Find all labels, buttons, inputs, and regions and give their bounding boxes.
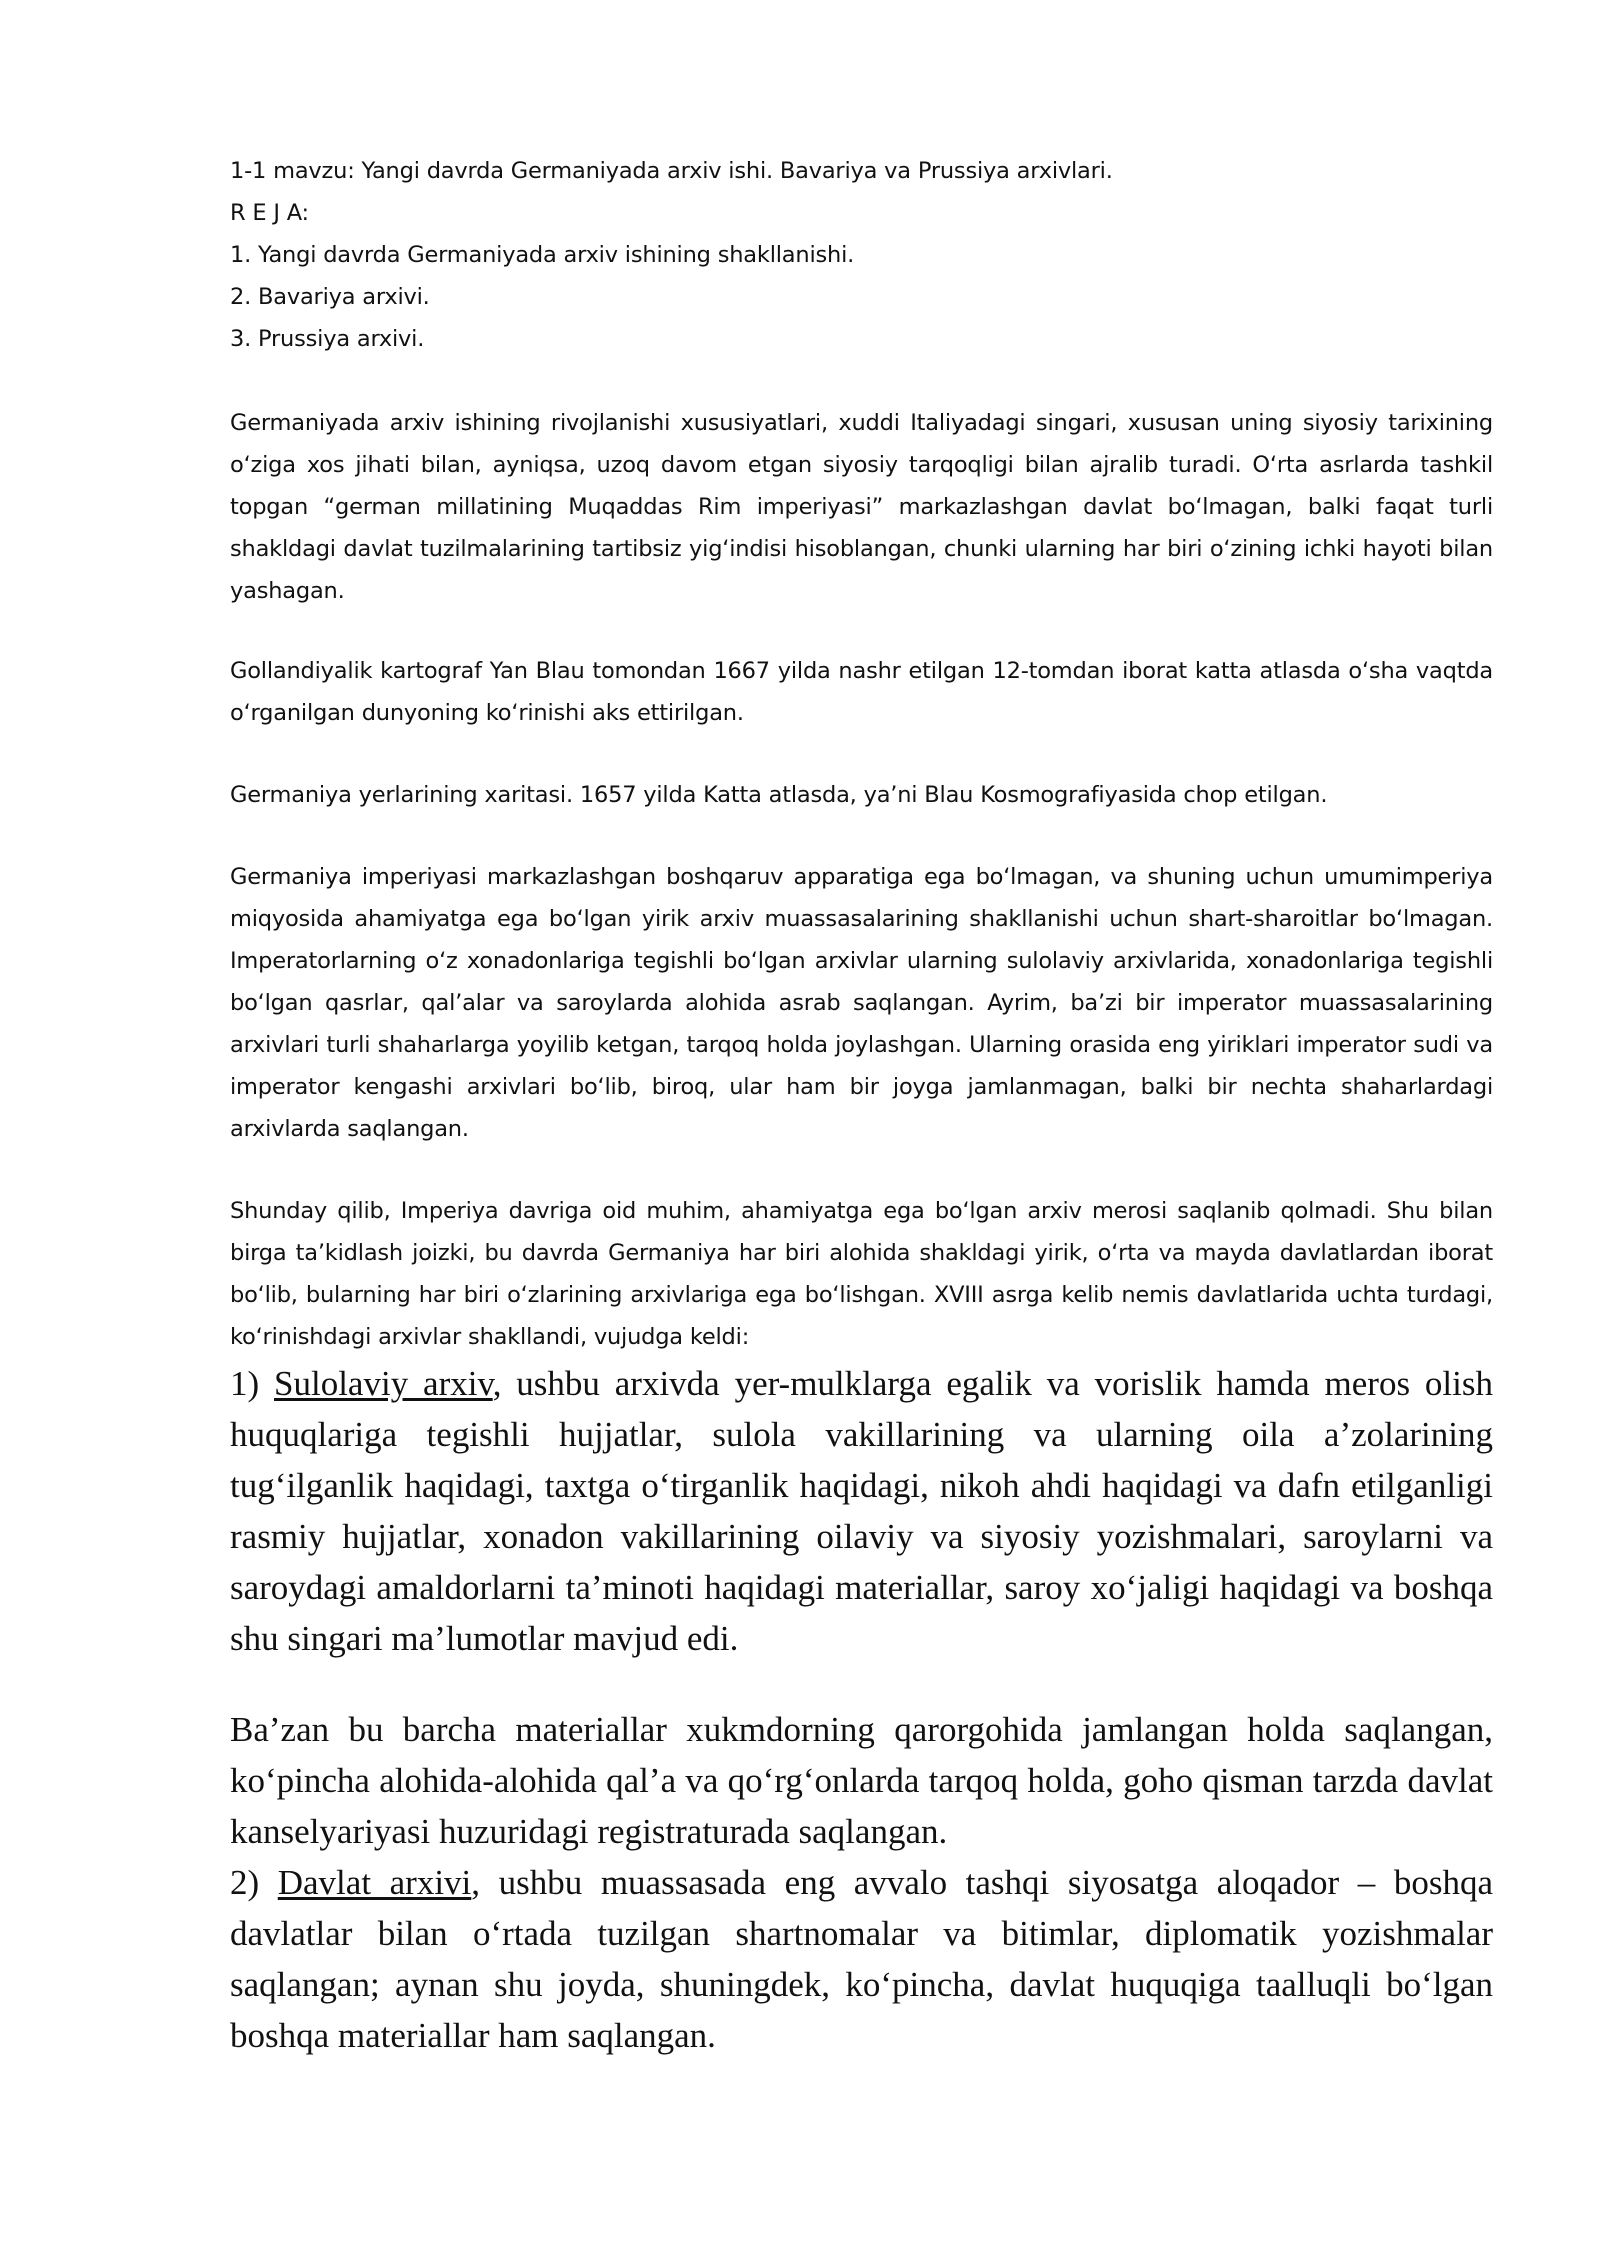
paragraph-empire-archives: Germaniya imperiyasi markazlashgan boshqaruv apparatiga ega bo‘lmagan, va shuning uchun umumimperiya miqyosida ahamiyatga ega bo‘lgan yirik arxiv muassasalarining shakllanishi uchun shart-sharoitlar bo‘lmagan. Imperatorlarning o‘z xonadonlariga tegishli bo‘lgan arxivlar ularning sulolaviy arxivlarida, xonadonlariga tegishli bo‘lgan qasrlar, qal’alar va saroylarda alohida asrab saqlangan. Ayrim, ba’zi bir imperator muassasalarining arxivlari turli shaharlarga yoyilib ketgan, tarqoq holda joylashgan. Ularning orasida eng yiriklari imperator sudi va imperator kengashi arxivlari bo‘lib, biroq, ular ham bir joyga jamlanmagan, balki bir nechta shaharlardagi arxivlarda saqlangan.	[230, 864, 1493, 1142]
plan-item-1: 1. Yangi davrda Germaniyada arxiv ishining shakllanishi.	[230, 242, 855, 268]
topic-title: 1-1 mavzu: Yangi davrda Germaniyada arxiv ishi. Bavariya va Prussiya arxivlari.	[230, 158, 1113, 184]
term-dynastic-archive: Sulolaviy arxiv	[274, 1364, 493, 1403]
list-item-number: 1)	[230, 1364, 275, 1403]
document-body	[230, 150, 1493, 2061]
list-item-text: , ushbu muassasada eng avvalo tashqi siyosatga aloqador – boshqa davlatlar bilan o‘rtada tuzilgan shartnomalar va bitimlar, diplomatik yozishmalar saqlangan; aynan shu joyda, shuningdek, ko‘pincha, davlat huquqiga taalluqli bo‘lgan boshqa materiallar ham saqlangan.	[230, 1863, 1494, 2055]
paragraph-blau-atlas: Gollandiyalik kartograf Yan Blau tomondan 1667 yilda nashr etilgan 12-tomdan iborat katta atlasda o‘sha vaqtda o‘rganilgan dunyoning ko‘rinishi aks ettirilgan.	[230, 658, 1493, 726]
paragraph-history: Germaniyada arxiv ishining rivojlanishi xususiyatlari, xuddi Italiyadagi singari, xususan uning siyosiy tarixining o‘ziga xos jihati bilan, ayniqsa, uzoq davom etgan siyosiy tarqoqligi bilan ajralib turadi. O‘rta asrlarda tashkil topgan “german millatining Muqaddas Rim imperiyasi” markazlashgan davlat bo‘lmagan, balki faqat turli shakldagi davlat tuzilmalarining tartibsiz yig‘indisi hisoblangan, chunki ularning har biri o‘zining ichki hayoti bilan yashagan.	[230, 410, 1493, 604]
plan-item-3: 3. Prussiya arxivi.	[230, 326, 425, 352]
paragraph-map-caption: Germaniya yerlarining xaritasi. 1657 yilda Katta atlasda, ya’ni Blau Kosmografiyasida chop etilgan.	[230, 782, 1328, 808]
list-item-dynastic-archive	[230, 1358, 1493, 1664]
plan-item-2: 2. Bavariya arxivi.	[230, 284, 430, 310]
header-block	[230, 150, 1493, 360]
term-state-archive: Davlat arxivi	[277, 1863, 472, 1902]
list-item-number: 2)	[230, 1863, 278, 1902]
paragraph-storage: Ba’zan bu barcha materiallar xukmdorning qarorgohida jamlangan holda saqlangan, ko‘pincha alohida-alohida qal’a va qo‘rg‘onlarda tarqoq holda, goho qisman tarzda davlat kanselyariyasi huzuridagi registraturada saqlangan.	[230, 1710, 1493, 1851]
paragraph-archive-types: Shunday qilib, Imperiya davriga oid muhim, ahamiyatga ega bo‘lgan arxiv merosi saqlanib qolmadi. Shu bilan birga ta’kidlash joizki, bu davrda Germaniya har biri alohida shakldagi yirik, o‘rta va mayda davlatlardan iborat bo‘lib, bularning har biri o‘zlarining arxivlariga ega bo‘lishgan. XVIII asrga kelib nemis davlatlarida uchta turdagi, ko‘rinishdagi arxivlar shakllandi, vujudga keldi:	[230, 1198, 1493, 1350]
plan-heading: R E J A:	[230, 200, 309, 226]
list-item-state-archive	[230, 1857, 1493, 2061]
list-item-text: , ushbu arxivda yer-mulklarga egalik va vorislik hamda meros olish huquqlariga tegishli hujjatlar, sulola vakillarining va ularning oila a’zolarining tug‘ilganlik haqidagi, taxtga o‘tirganlik haqidagi, nikoh ahdi haqidagi va dafn etilganligi rasmiy hujjatlar, xonadon vakillarining oilaviy va siyosiy yozishmalari, saroylarni va saroydagi amaldorlarni ta’minoti haqidagi materiallar, saroy xo‘jaligi haqidagi va boshqa shu singari ma’lumotlar mavjud edi.	[230, 1364, 1493, 1658]
